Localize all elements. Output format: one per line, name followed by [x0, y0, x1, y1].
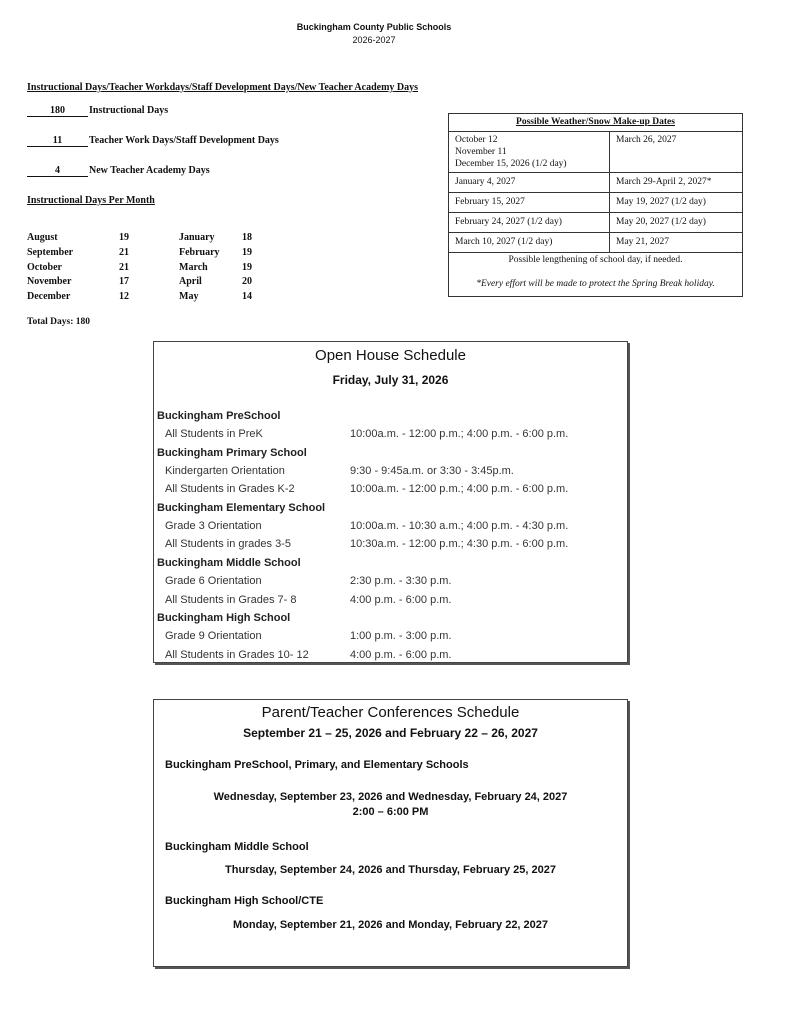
teacher-work-days-label: Teacher Work Days/Staff Development Days: [89, 135, 279, 146]
elementary-heading: Buckingham PreSchool, Primary, and Elementary Schools: [165, 759, 469, 771]
weather-date: November 11: [455, 147, 507, 157]
high-school-heading: Buckingham High School/CTE: [165, 895, 324, 907]
month-row: [27, 275, 271, 290]
month-table: [27, 231, 271, 305]
list-item: [157, 591, 627, 610]
elementary-time: 2:00 – 6:00 PM: [352, 806, 429, 818]
time-range: 2:30 p.m. - 3:30 p.m.: [350, 574, 452, 587]
month-name: December: [27, 291, 71, 303]
time-range: 1:00 p.m. - 3:00 p.m.: [350, 630, 452, 643]
month-days: 19: [119, 232, 129, 243]
list-item: [157, 646, 627, 665]
month-days: 19: [242, 261, 252, 273]
time-range: 10:30a.m. - 12:00 p.m.; 4:30 p.m. - 6:00 p.m.: [350, 538, 569, 551]
time-range: 10:00a.m. - 12:00 p.m.; 4:00 p.m. - 6:00 p.m.: [350, 483, 569, 496]
month-days: 17: [119, 276, 129, 288]
audience-label: Grade 9 Orientation: [165, 630, 262, 643]
open-house-box: [153, 341, 628, 663]
audience-label: Grade 6 Orientation: [165, 574, 262, 587]
month-days: 18: [242, 232, 252, 243]
audience-label: All Students in Grades 7- 8: [165, 593, 297, 606]
weather-date: February 15, 2027: [449, 193, 610, 212]
weather-date: May 19, 2027 (1/2 day): [616, 197, 706, 207]
weather-date: January 4, 2027: [449, 173, 610, 192]
teacher-work-days-count: 11: [27, 135, 88, 147]
month-name: May: [179, 291, 199, 303]
month-days: 21: [119, 261, 129, 273]
total-days: Total Days: 180: [27, 317, 90, 327]
list-item: [157, 572, 627, 591]
audience-label: Grade 3 Orientation: [165, 519, 262, 532]
conferences-box: [153, 699, 628, 967]
month-days: 19: [242, 246, 252, 258]
instructional-days-row: [27, 105, 168, 117]
weather-date: March 10, 2027 (1/2 day): [449, 233, 610, 252]
month-name: September: [27, 246, 74, 258]
weather-date: December 15, 2026 (1/2 day): [455, 159, 567, 169]
weather-note: Possible lengthening of school day, if needed.: [508, 255, 683, 265]
weather-makeup-table: [448, 113, 743, 297]
list-item: [157, 535, 627, 554]
school-year: 2026-2027: [352, 35, 396, 45]
instructional-days-label: Instructional Days: [89, 105, 169, 116]
school-heading: Buckingham PreSchool: [157, 410, 281, 422]
month-name: January: [179, 232, 215, 243]
audience-label: All Students in Grades K-2: [165, 483, 295, 496]
month-name: November: [27, 276, 72, 288]
time-range: 10:00a.m. - 12:00 p.m.; 4:00 p.m. - 6:00 p.m.: [350, 428, 569, 440]
month-days: 20: [242, 276, 252, 288]
audience-label: All Students in PreK: [165, 428, 263, 440]
elementary-dates: Wednesday, September 23, 2026 and Wednesday, February 24, 2027: [213, 791, 568, 803]
list-item: [157, 462, 627, 481]
conferences-dates: September 21 – 25, 2026 and February 22 – 26, 2027: [243, 726, 538, 740]
weather-table-row: [449, 233, 742, 253]
weather-date: February 24, 2027 (1/2 day): [449, 213, 610, 232]
middle-school-heading: Buckingham Middle School: [165, 841, 309, 853]
month-days: 21: [119, 246, 129, 258]
audience-label: All Students in Grades 10- 12: [165, 648, 309, 661]
school-heading: Buckingham Middle School: [157, 556, 301, 569]
time-range: 9:30 - 9:45a.m. or 3:30 - 3:45p.m.: [350, 464, 514, 477]
month-row: [27, 246, 271, 261]
open-house-title: Open House Schedule: [315, 347, 466, 364]
month-days: 14: [242, 291, 252, 303]
month-name: March: [179, 261, 208, 273]
month-row: [27, 261, 271, 276]
list-item: [157, 517, 627, 536]
list-item: [157, 627, 627, 646]
weather-table-row: [449, 193, 742, 213]
time-range: 4:00 p.m. - 6:00 p.m.: [350, 593, 452, 606]
teacher-work-days-row: [27, 135, 279, 147]
list-item: [157, 425, 627, 444]
month-days: 12: [119, 291, 129, 303]
per-month-heading: Instructional Days Per Month: [27, 195, 155, 206]
month-name: August: [27, 232, 58, 243]
month-row: [27, 290, 271, 305]
document-title: Buckingham County Public Schools: [296, 22, 452, 32]
weather-date: May 21, 2027: [616, 237, 670, 247]
weather-table-title: Possible Weather/Snow Make-up Dates: [449, 114, 742, 132]
conferences-title: Parent/Teacher Conferences Schedule: [261, 704, 520, 721]
month-row: [27, 231, 271, 246]
open-house-list: [157, 407, 627, 664]
high-school-dates: Monday, September 21, 2026 and Monday, February 22, 2027: [232, 919, 549, 931]
open-house-date: Friday, July 31, 2026: [332, 373, 449, 387]
new-teacher-academy-label: New Teacher Academy Days: [89, 165, 210, 176]
weather-date: March 29-April 2, 2027*: [616, 177, 712, 187]
audience-label: Kindergarten Orientation: [165, 464, 285, 477]
weather-date: May 20, 2027 (1/2 day): [616, 217, 706, 227]
month-name: October: [27, 261, 62, 273]
instructional-days-count: 180: [27, 105, 88, 117]
month-name: April: [179, 276, 202, 288]
days-section-heading: Instructional Days/Teacher Workdays/Staff Development Days/New Teacher Academy Days: [27, 82, 419, 93]
new-teacher-academy-row: [27, 165, 210, 177]
month-name: February: [179, 246, 220, 258]
school-heading: Buckingham Primary School: [157, 446, 307, 459]
weather-date-cell: [449, 132, 610, 172]
time-range: 4:00 p.m. - 6:00 p.m.: [350, 648, 452, 661]
weather-table-row: [449, 173, 742, 193]
time-range: 10:00a.m. - 10:30 a.m.; 4:00 p.m. - 4:30 p.m.: [350, 519, 569, 532]
middle-school-dates: Thursday, September 24, 2026 and Thursday, February 25, 2027: [225, 864, 556, 876]
new-teacher-academy-count: 4: [27, 165, 88, 177]
school-heading: Buckingham Elementary School: [157, 501, 326, 514]
weather-date: March 26, 2027: [616, 135, 677, 145]
audience-label: All Students in grades 3-5: [165, 538, 291, 551]
spring-break-note: *Every effort will be made to protect the Spring Break holiday.: [476, 279, 715, 289]
weather-table-row: [449, 132, 742, 173]
weather-date: October 12: [455, 135, 498, 145]
weather-table-row: [449, 213, 742, 233]
school-heading: Buckingham High School: [157, 612, 291, 625]
list-item: [157, 480, 627, 499]
